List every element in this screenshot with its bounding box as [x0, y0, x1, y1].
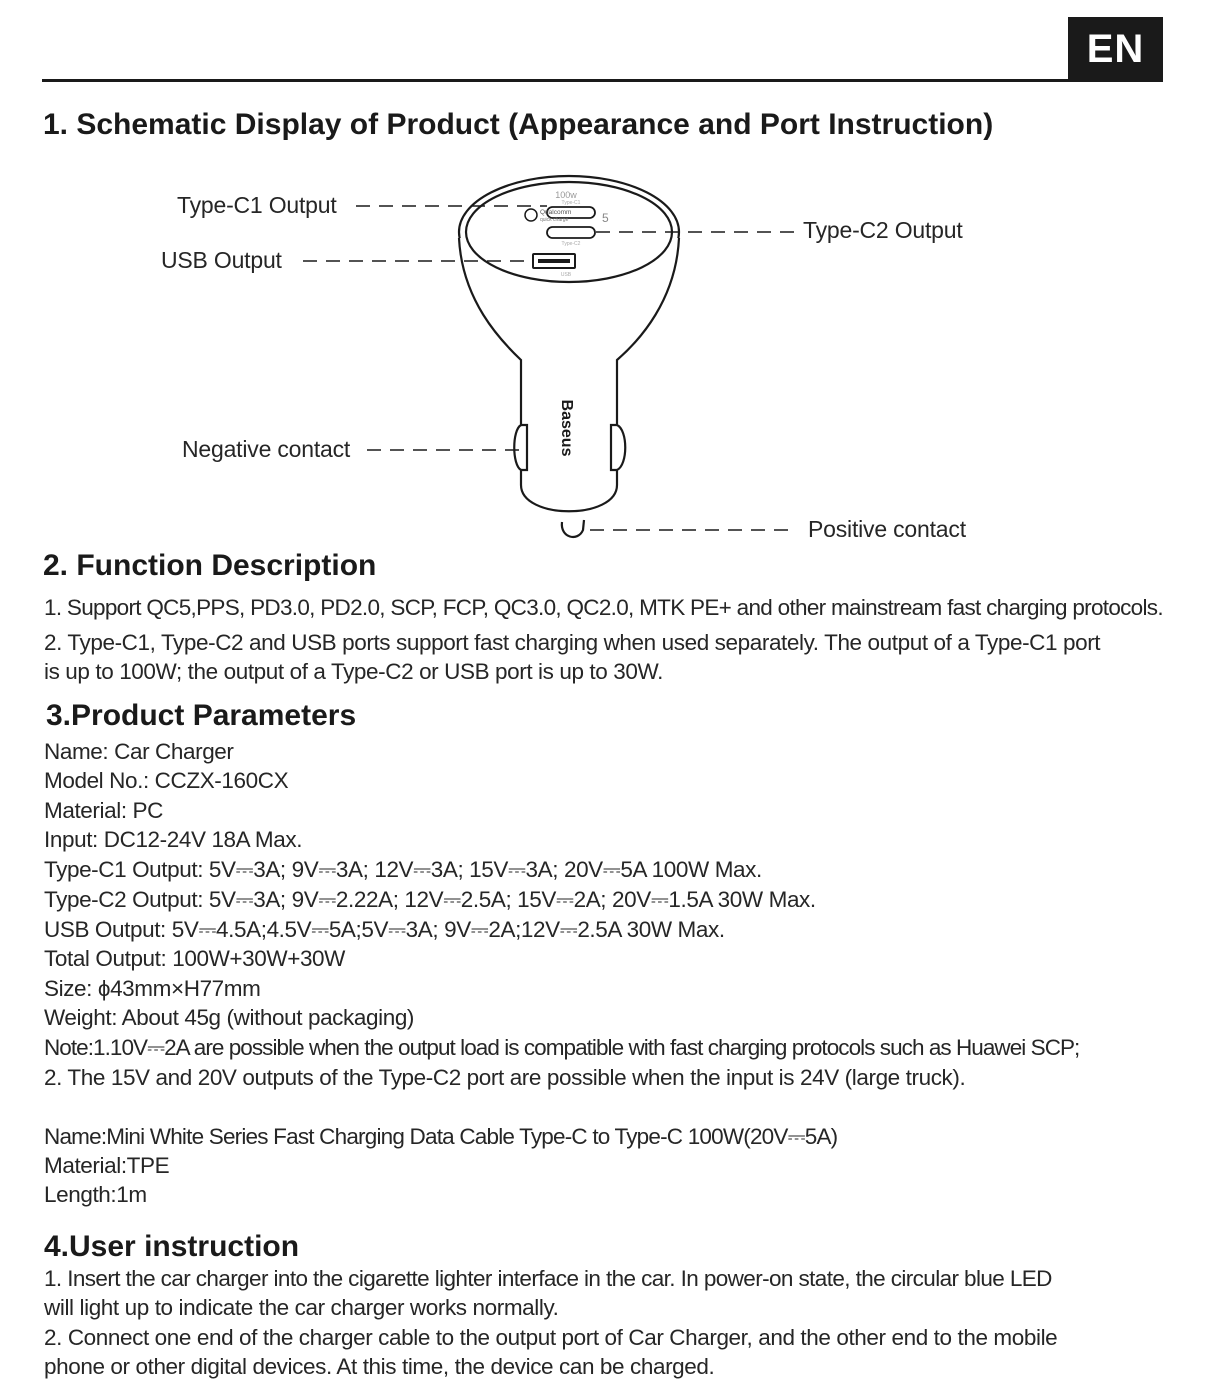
section-4-title: 4.User instruction [44, 1230, 300, 1263]
type-c2-port [547, 227, 595, 238]
qualcomm-version: 5 [602, 211, 609, 225]
param-weight: Weight: About 45g (without packaging) [44, 1005, 415, 1030]
param-type-c1-output: Type-C1 Output: 5V⎓3A; 9V⎓3A; 12V⎓3A; 15V⎓3A; 20V⎓5A 100W Max. [44, 857, 762, 882]
negative-contact-label: Negative contact [182, 436, 351, 462]
param-note-1: Note:1.10V⎓2A are possible when the output load is compatible with fast charging protocols such as Huawei SCP; [44, 1035, 1080, 1060]
param-model: Model No.: CCZX-160CX [44, 768, 289, 793]
cable-length: Length:1m [44, 1182, 147, 1207]
positive-contact-label: Positive contact [808, 516, 966, 542]
section-1-title: 1. Schematic Display of Product (Appearance and Port Instruction) [43, 108, 994, 141]
param-type-c2-output: Type-C2 Output: 5V⎓3A; 9V⎓2.22A; 12V⎓2.5A; 15V⎓2A; 20V⎓1.5A 30W Max. [44, 887, 816, 912]
param-note-2: 2. The 15V and 20V outputs of the Type-C2 port are possible when the input is 24V (large truck). [44, 1065, 966, 1090]
usb-output-label: USB Output [161, 247, 282, 273]
type-c1-output-label: Type-C1 Output [177, 192, 337, 218]
instruction-line-1: 1. Insert the car charger into the cigarette lighter interface in the car. In power-on state, the circular blue LED [44, 1266, 1052, 1291]
section-2-title: 2. Function Description [43, 549, 377, 582]
brand-logo: Baseus [558, 399, 575, 457]
function-line-1: 1. Support QC5,PPS, PD3.0, PD2.0, SCP, FCP, QC3.0, QC2.0, MTK PE+ and other mainstream fast charging protocols. [44, 595, 1163, 620]
qualcomm-sub: quick charge [540, 217, 569, 223]
instruction-line-4: phone or other digital devices. At this time, the device can be charged. [44, 1354, 715, 1379]
cable-material: Material:TPE [44, 1153, 170, 1178]
usb-mark: USB [560, 272, 572, 278]
type-c1-mark: Type-C1 [561, 200, 581, 206]
instruction-line-2: will light up to indicate the car charger works normally. [44, 1295, 559, 1320]
type-c2-mark: Type-C2 [561, 241, 581, 247]
param-size: Size: ϕ43mm×H77mm [44, 976, 261, 1001]
power-badge: 100w [555, 190, 577, 200]
section-3-title: 3.Product Parameters [46, 699, 357, 732]
param-name: Name: Car Charger [44, 739, 234, 764]
param-total-output: Total Output: 100W+30W+30W [44, 946, 346, 971]
cable-name: Name:Mini White Series Fast Charging Data Cable Type-C to Type-C 100W(20V⎓5A) [44, 1124, 838, 1149]
qualcomm-brand: Qualcomm [540, 209, 572, 216]
param-material: Material: PC [44, 798, 163, 823]
param-input: Input: DC12-24V 18A Max. [44, 827, 303, 852]
instruction-line-3: 2. Connect one end of the charger cable to the output port of Car Charger, and the other end to the mobile [44, 1325, 1058, 1350]
type-c2-output-label: Type-C2 Output [803, 217, 963, 243]
param-usb-output: USB Output: 5V⎓4.5A;4.5V⎓5A;5V⎓3A; 9V⎓2A;12V⎓2.5A 30W Max. [44, 917, 725, 942]
language-badge: EN [1068, 17, 1163, 82]
qualcomm-icon [525, 209, 537, 221]
function-line-3: is up to 100W; the output of a Type-C2 or USB port is up to 30W. [44, 659, 663, 684]
charger-diagram [0, 0, 1214, 560]
function-line-2: 2. Type-C1, Type-C2 and USB ports support fast charging when used separately. The output of a Type-C1 port [44, 630, 1101, 655]
